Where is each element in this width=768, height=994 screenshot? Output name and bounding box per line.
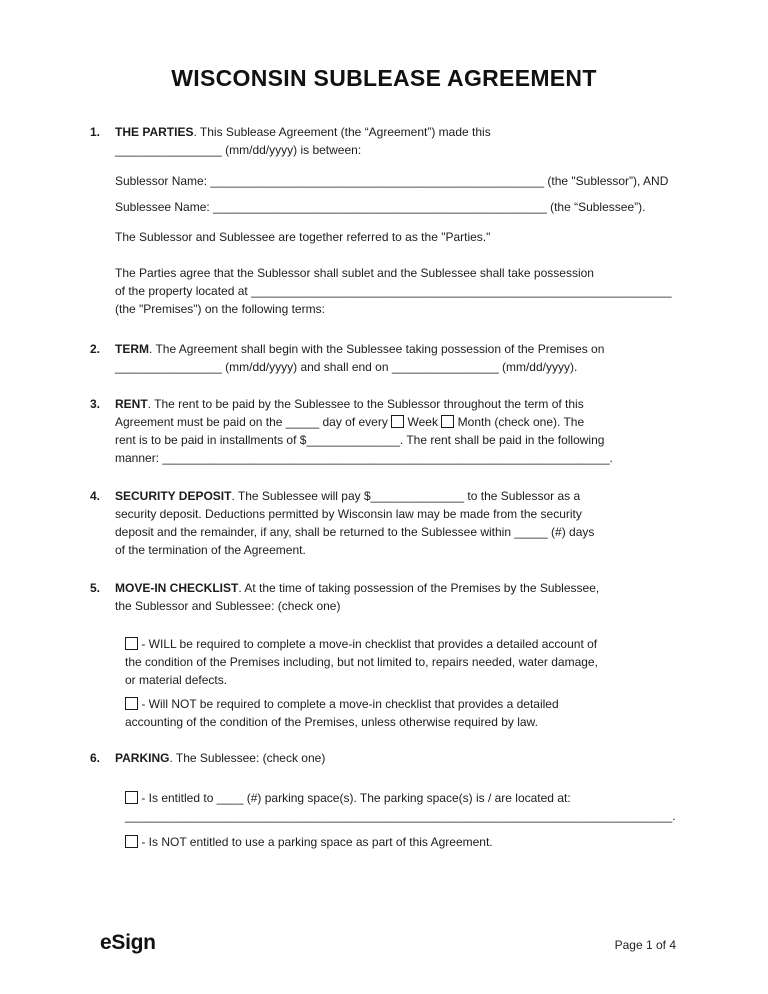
parties-definition-paragraph: The Sublessor and Sublessee are together referred to as the "Parties." — [115, 230, 491, 244]
section-lead-text: . The Sublessee: (check one) — [169, 751, 326, 765]
page-footer — [100, 931, 676, 954]
rent-amount-line[interactable]: rent is to be paid in installments of $______________. The rent shall be paid in the following — [115, 433, 605, 447]
document-body — [90, 123, 678, 851]
rent-frequency-line[interactable]: Agreement must be paid on the _____ day of every Week Month (check one). The — [115, 415, 585, 429]
checkbox[interactable] — [391, 415, 404, 428]
sublet-agreement-paragraph: The Parties agree that the Sublessor shall sublet and the Sublessee shall take possession of the property located at _______________________________________________________________ (the "Premises") on the following terms: — [115, 264, 678, 318]
section-number: 3. — [90, 397, 101, 411]
section-lead-text: . The Agreement shall begin with the Sublessee taking possession of the Premises on — [149, 342, 605, 356]
section-parking — [90, 749, 678, 851]
section-number: 4. — [90, 489, 101, 503]
option-will-not-checklist: - Will NOT be required to complete a move-in checklist that provides a detailed accounting of the condition of the Premises, unless otherwise required by law. — [125, 697, 559, 729]
section-lead-text[interactable]: . The Sublessee will pay $______________ to the Sublessor as a — [231, 489, 581, 503]
section-lead-line — [115, 340, 678, 358]
checkbox[interactable] — [125, 835, 138, 848]
page-number-label: Page 1 of 4 — [614, 938, 676, 952]
section-number: 1. — [90, 125, 101, 139]
term-dates-blank-line[interactable]: ________________ (mm/dd/yyyy) and shall end on ________________ (mm/dd/yyyy). — [115, 360, 578, 374]
section-heading: RENT — [115, 397, 148, 411]
sublessee-name-line[interactable]: Sublessee Name: __________________________________________________ (the “Sublessee”). — [115, 200, 646, 214]
document-title: WISCONSIN SUBLEASE AGREEMENT — [171, 65, 597, 91]
esign-logo: eSign — [100, 931, 156, 954]
section-lead-text: . At the time of taking possession of the Premises by the Sublessee, — [238, 581, 600, 595]
section-lead-line — [115, 123, 678, 141]
section-heading: THE PARTIES — [115, 125, 194, 139]
property-address-blank-line[interactable]: of the property located at _______________________________________________________________ — [115, 284, 672, 298]
deposit-return-days-line[interactable]: deposit and the remainder, if any, shall be returned to the Sublessee within _____ (#) days — [115, 525, 595, 539]
option-will-checklist: - WILL be required to complete a move-in checklist that provides a detailed account of the condition of the Premises including, but not limited to, repairs needed, water damage, or material defects. — [125, 637, 598, 687]
section-lead-line — [115, 749, 678, 767]
section-the-parties — [90, 123, 678, 318]
checkbox[interactable] — [125, 791, 138, 804]
section-lead-text: . The rent to be paid by the Sublessee to the Sublessor throughout the term of this — [147, 397, 584, 411]
section-heading: MOVE-IN CHECKLIST — [115, 581, 239, 595]
section-lead-line — [115, 487, 678, 505]
section-lead-line — [115, 395, 678, 413]
agreement-date-blank-line[interactable]: ________________ (mm/dd/yyyy) is between: — [115, 143, 362, 157]
section-heading: SECURITY DEPOSIT — [115, 489, 232, 503]
section-lead-text: . This Sublease Agreement (the “Agreement”) made this — [193, 125, 491, 139]
section-lead-line — [115, 579, 678, 597]
parking-location-blank-line[interactable]: __________________________________________________________________________________. — [125, 809, 676, 823]
sublessor-name-line[interactable]: Sublessor Name: __________________________________________________ (the "Sublessor”), AND — [115, 174, 669, 188]
section-number: 2. — [90, 342, 101, 356]
party-names-block — [115, 172, 678, 216]
checkbox[interactable] — [125, 697, 138, 710]
section-heading: TERM — [115, 342, 149, 356]
option-parking-not-entitled: - Is NOT entitled to use a parking space as part of this Agreement. — [125, 833, 678, 851]
checkbox[interactable] — [441, 415, 454, 428]
section-move-in-checklist: 5. MOVE-IN CHECKLIST. At the time of taking possession of the Premises by the Sublessee, the Sublessor and Sublessee: (check one) - WILL be required to complete a move-in checklist that provides a detailed account of the condition of the Premises including, but not limited to, repairs needed, water damage, or material defects. - Will NOT be required to complete a move-in checklist that provides a detailed accounting of the condition of the Premises, unless otherwise required by law. — [90, 579, 678, 731]
section-rent — [90, 395, 678, 467]
checkbox[interactable] — [125, 637, 138, 650]
option-parking-entitled: - Is entitled to ____ (#) parking space(s). The parking space(s) is / are located at: __________________________________________________________________________________. — [125, 789, 678, 825]
section-term — [90, 340, 678, 376]
rent-manner-blank-line[interactable]: manner: ___________________________________________________________________. — [115, 451, 613, 465]
section-number: 5. — [90, 581, 101, 595]
section-security-deposit: 4. SECURITY DEPOSIT. The Sublessee will pay $______________ to the Sublessor as a security deposit. Deductions permitted by Wisconsin law may be made from the security deposit and the remainder, if any, shall be returned to the Sublessee within _____ (#) days of the termination of the Agreement. — [90, 487, 678, 559]
section-number: 6. — [90, 751, 101, 765]
section-heading: PARKING — [115, 751, 170, 765]
